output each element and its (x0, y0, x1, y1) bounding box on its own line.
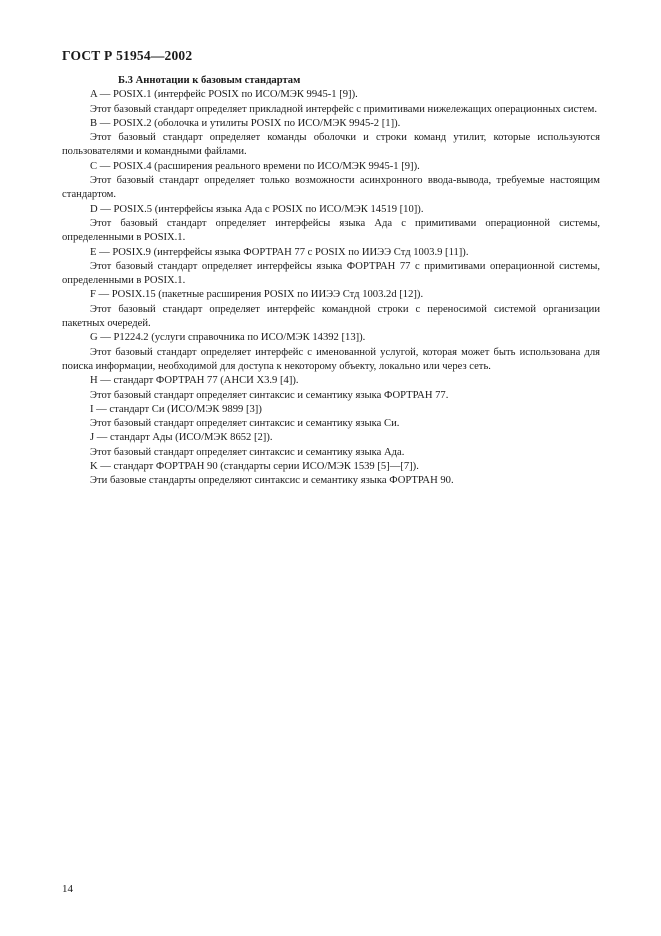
paragraph-c-item: C — POSIX.4 (расширения реального времени по ИСО/МЭК 9945-1 [9]). (90, 160, 420, 172)
document-body (62, 74, 600, 489)
paragraph-g-item: G — P1224.2 (услуги справочника по ИСО/МЭК 14392 [13]). (90, 332, 366, 344)
paragraph-e-item: E — POSIX.9 (интерфейсы языка ФОРТРАН 77 с POSIX по ИИЭЭ Стд 1003.9 [11]). (90, 246, 469, 258)
paragraph-b-item: B — POSIX.2 (оболочка и утилиты POSIX по ИСО/МЭК 9945-2 [1]). (90, 117, 401, 129)
page-number: 14 (62, 883, 73, 895)
paragraph-i-item: I — стандарт Си (ИСО/МЭК 9899 [3]) (90, 403, 262, 415)
paragraph-e-description: Этот базовый стандарт определяет интерфейсы языка ФОРТРАН 77 с примитивами операционной системы, определенными в POSIX.1. (62, 260, 600, 287)
paragraph-h-item: H — стандарт ФОРТРАН 77 (АНСИ X3.9 [4]). (90, 375, 299, 387)
paragraph-c-description: Этот базовый стандарт определяет только возможности асинхронного ввода-вывода, требуемые настоящим стандартом. (62, 175, 600, 201)
paragraph-k-item: K — стандарт ФОРТРАН 90 (стандарты серии ИСО/МЭК 1539 [5]—[7]). (90, 461, 419, 473)
paragraph-j-description: Этот базовый стандарт определяет синтаксис и семантику языка Ада. (90, 446, 405, 458)
paragraph-d-item: D — POSIX.5 (интерфейсы языка Ада с POSIX по ИСО/МЭК 14519 [10]). (90, 203, 424, 215)
paragraph-j-item: J — стандарт Ады (ИСО/МЭК 8652 [2]). (90, 432, 273, 444)
paragraph-h-description: Этот базовый стандарт определяет синтаксис и семантику языка ФОРТРАН 77. (90, 389, 449, 401)
paragraph-a-item: A — POSIX.1 (интерфейс POSIX по ИСО/МЭК 9945-1 [9]). (90, 89, 358, 101)
paragraph-d-description: Этот базовый стандарт определяет интерфейсы языка Ада с примитивами операционной системы, определенными в POSIX.1. (62, 217, 600, 244)
paragraph-f-description: Этот базовый стандарт определяет интерфейс командной строки с переносимой системой организации пакетных очередей. (62, 303, 600, 330)
paragraph-g-description: Этот базовый стандарт определяет интерфейс с именованной услугой, которая может быть использована для поиска информации, необходимой для доступа к некоторому объекту, локально или через сеть. (62, 346, 600, 372)
paragraph-f-item: F — POSIX.15 (пакетные расширения POSIX по ИИЭЭ Стд 1003.2d [12]). (90, 289, 424, 301)
paragraph-k-description: Эти базовые стандарты определяют синтаксис и семантику языка ФОРТРАН 90. (90, 475, 454, 487)
paragraph-a-description: Этот базовый стандарт определяет прикладной интерфейс с примитивами нижележащих операционных систем. (90, 103, 597, 115)
document-header: ГОСТ Р 51954—2002 (62, 48, 193, 63)
paragraph-b-description: Этот базовый стандарт определяет команды оболочки и строки команд утилит, которые используются пользователями и командными файлами. (62, 132, 600, 158)
section-title: Б.3 Аннотации к базовым стандартам (118, 75, 301, 86)
paragraph-i-description: Этот базовый стандарт определяет синтаксис и семантику языка Си. (90, 418, 400, 430)
